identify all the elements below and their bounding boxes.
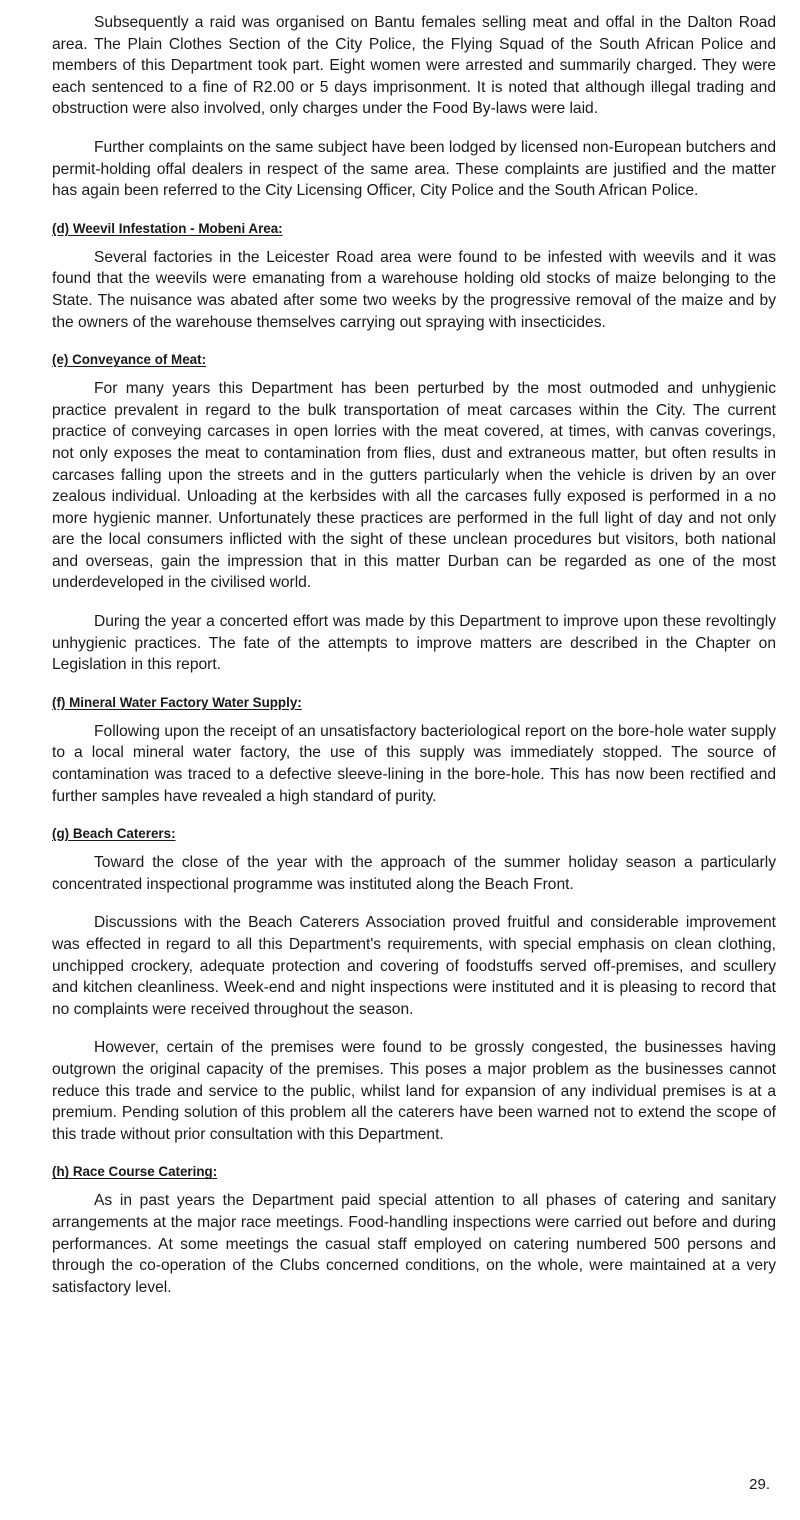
- section-heading: (e) Conveyance of Meat:: [52, 352, 207, 368]
- section-heading: (f) Mineral Water Factory Water Supply:: [52, 694, 302, 710]
- section-paragraph: Discussions with the Beach Caterers Association proved fruitful and considerable improvement was effected in regard to all this Department's requirements, with special emphasis on clean clothing, unchipped crockery, adequate protection and covering of foodstuffs served off-premises, and scullery and kitchen cleanliness. Week-end and night inspections were instituted and it is pleasing to record that no complaints were received throughout the season.: [52, 914, 776, 1018]
- section-heading: (h) Race Course Catering:: [52, 1164, 218, 1180]
- section-beach-caterers: [52, 824, 776, 1145]
- section-paragraph: However, certain of the premises were found to be grossly congested, the businesses having outgrown the original capacity of the premises. This poses a major problem as the businesses cannot reduce this trade and service to the public, whilst land for expansion of any individual premises is at a premium. Pending solution of this problem all the caterers have been warned not to extend the scope of this trade without prior consultation with this Department.: [52, 1039, 776, 1143]
- page-number: 29.: [749, 1476, 770, 1493]
- section-conveyance-of-meat: [52, 350, 776, 676]
- section-heading: (g) Beach Caterers:: [52, 826, 176, 842]
- section-weevil-infestation: [52, 219, 776, 333]
- section-mineral-water: [52, 693, 776, 807]
- section-paragraph: Several factories in the Leicester Road area were found to be infested with weevils and it was found that the weevils were emanating from a warehouse holding old stocks of maize belonging to the State. The nuisance was abated after some two weeks by the progressive removal of the maize and by the owners of the warehouse themselves carrying out spraying with insecticides.: [52, 248, 776, 331]
- section-race-course-catering: [52, 1162, 776, 1298]
- section-paragraph: Following upon the receipt of an unsatisfactory bacteriological report on the bore-hole water supply to a local mineral water factory, the use of this supply was immediately stopped. The source of contamination was traced to a defective sleeve-lining in the bore-hole. This has now been rectified and further samples have revealed a high standard of purity.: [52, 722, 776, 805]
- document-body: [52, 12, 776, 1315]
- section-paragraph: Toward the close of the year with the approach of the summer holiday season a particularly concentrated inspectional programme was instituted along the Beach Front.: [52, 854, 776, 893]
- section-heading: (d) Weevil Infestation - Mobeni Area:: [52, 220, 283, 236]
- intro-paragraph-1: Subsequently a raid was organised on Bantu females selling meat and offal in the Dalton Road area. The Plain Clothes Section of the City Police, the Flying Squad of the South African Police and members of this Department took part. Eight women were arrested and summarily charged. They were each sentenced to a fine of R2.00 or 5 days imprisonment. It is noted that although illegal trading and obstruction were also involved, only charges under the Food By-laws were laid.: [52, 14, 776, 118]
- section-paragraph: As in past years the Department paid special attention to all phases of catering and sanitary arrangements at the major race meetings. Food-handling inspections were carried out before and during performances. At some meetings the casual staff employed on catering numbered 500 persons and through the co-operation of the Clubs concerned conditions, on the whole, were maintained at a very satisfactory level.: [52, 1192, 776, 1296]
- section-paragraph: During the year a concerted effort was made by this Department to improve upon these revoltingly unhygienic practices. The fate of the attempts to improve matters are described in the Chapter on Legislation in this report.: [52, 613, 776, 674]
- intro-paragraph-2: Further complaints on the same subject have been lodged by licensed non-European butchers and permit-holding offal dealers in respect of the same area. These complaints are justified and the matter has again been referred to the City Licensing Officer, City Police and the South African Police.: [52, 138, 776, 200]
- section-paragraph: For many years this Department has been perturbed by the most outmoded and unhygienic practice prevalent in regard to the bulk transportation of meat carcases within the City. The current practice of conveying carcases in open lorries with the meat covered, at times, with canvas coverings, not only exposes the meat to contamination from flies, dust and extraneous matter, but often results in carcases falling upon the streets and in the gutters particularly when the vehicle is driven by an over zealous individual. Unloading at the kerbsides with all the carcases fully exposed is performed in a no more hygienic manner. Unfortunately these practices are performed in the full light of day and not only are the local consumers inflicted with the sight of these unclean procedures but visitors, both national and overseas, gain the impression that in this matter Durban can be regarded as one of the most underdeveloped in the civilised world.: [52, 380, 776, 592]
